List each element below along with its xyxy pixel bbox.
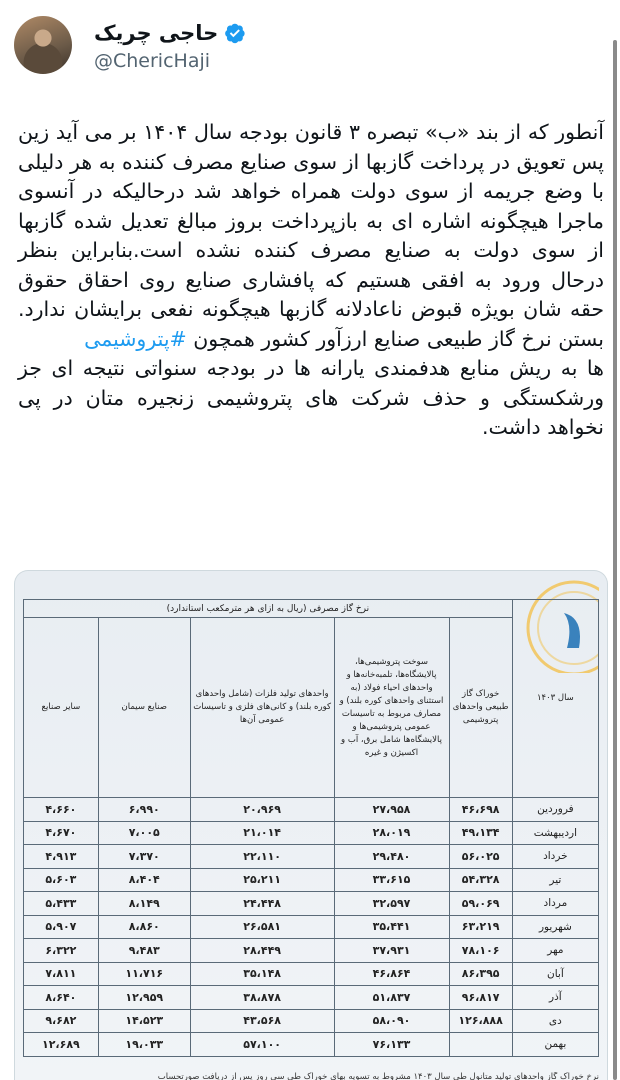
cell-month: آذر bbox=[512, 986, 598, 1010]
cell-month: تیر bbox=[512, 868, 598, 892]
header-cement: صنایع سیمان bbox=[98, 618, 190, 798]
cell-fuel: ۴۶،۸۶۴ bbox=[334, 962, 449, 986]
cell-cement: ۶،۹۹۰ bbox=[98, 798, 190, 822]
cell-month: آبان bbox=[512, 962, 598, 986]
cell-other: ۵،۹۰۷ bbox=[24, 915, 99, 939]
scrollbar[interactable] bbox=[613, 40, 617, 1080]
header-fuel: سوخت پتروشیمی‌ها، پالایشگاه‌ها، تلمبه‌خانه‌ها و واحدهای احیاء فولاد (به استثنای واحدهای کوره بلند) و مصارف مربوط به تاسیسات عمومی پتروشیمی‌ها و پالایشگاه‌ها شامل برق، آب و اکسیژن و غیره bbox=[334, 618, 449, 798]
cell-metals: ۳۸،۸۷۸ bbox=[190, 986, 334, 1010]
cell-cement: ۸،۱۴۹ bbox=[98, 892, 190, 916]
cell-feed: ۵۶،۰۲۵ bbox=[449, 845, 512, 869]
cell-fuel: ۳۵،۴۴۱ bbox=[334, 915, 449, 939]
display-name[interactable]: حاجی چریک bbox=[94, 21, 219, 45]
tweet-text-part-1: آنطور که از بند «ب» تبصره ۳ قانون بودجه سال ۱۴۰۴ بر می آید زین پس تعویق در پرداخت گازبها از سوی صنایع مصرف کننده به هر دلیلی با وضع جریمه از سوی دولت همراه خواهد شد درحالیکه در آنسوی ماجرا هیچگونه اشاره ای به بازپرداخت بروز مبالغ تعدیل شده گازبها از سوی دولت به صنایع مصرف کننده نشده است.بنابراین بنظر درحال ورود به افقی هستیم که پافشاری صنایع روی احقاق حقوق حقه شان بویژه قبوض ناعادلانه گازبها هیچگونه نفعی برایشان ندارد. بستن نرخ گاز طبیعی صنایع ارزآور کشور همچون bbox=[18, 120, 604, 351]
cell-metals: ۲۵،۲۱۱ bbox=[190, 868, 334, 892]
cell-fuel: ۷۶،۱۳۳ bbox=[334, 1033, 449, 1057]
user-handle[interactable]: @ChericHaji bbox=[94, 50, 211, 72]
cell-cement: ۱۴،۵۲۳ bbox=[98, 1009, 190, 1033]
cell-other: ۵،۴۳۳ bbox=[24, 892, 99, 916]
cell-cement: ۸،۴۰۴ bbox=[98, 868, 190, 892]
cell-month: دی bbox=[512, 1009, 598, 1033]
table-row bbox=[24, 892, 599, 916]
cell-metals: ۲۰،۹۶۹ bbox=[190, 798, 334, 822]
super-header: نرخ گاز مصرفی (ریال به ازای هر مترمکعب استاندارد) bbox=[24, 600, 513, 618]
cell-fuel: ۳۷،۹۳۱ bbox=[334, 939, 449, 963]
cell-metals: ۴۳،۵۶۸ bbox=[190, 1009, 334, 1033]
header-year: سال ۱۴۰۳ bbox=[512, 600, 598, 798]
cell-month: فروردین bbox=[512, 798, 598, 822]
table-footnote: نرخ خوراک گاز واحدهای تولید متانول طی سال ۱۴۰۳ مشروط به تسویه بهای خوراک طی سی روز پس از دریافت صورتحساب bbox=[157, 1072, 599, 1080]
cell-other: ۸،۶۴۰ bbox=[24, 986, 99, 1010]
cell-other: ۱۲،۶۸۹ bbox=[24, 1033, 99, 1057]
cell-feed: ۱۲۶،۸۸۸ bbox=[449, 1009, 512, 1033]
cell-metals: ۲۶،۵۸۱ bbox=[190, 915, 334, 939]
cell-other: ۵،۶۰۳ bbox=[24, 868, 99, 892]
table-row bbox=[24, 915, 599, 939]
cell-feed: ۶۳،۲۱۹ bbox=[449, 915, 512, 939]
cell-feed: ۷۸،۱۰۶ bbox=[449, 939, 512, 963]
cell-feed: ۴۹،۱۳۴ bbox=[449, 821, 512, 845]
table-row bbox=[24, 845, 599, 869]
cell-cement: ۸،۸۶۰ bbox=[98, 915, 190, 939]
cell-other: ۴،۶۷۰ bbox=[24, 821, 99, 845]
cell-cement: ۱۹،۰۳۳ bbox=[98, 1033, 190, 1057]
cell-other: ۴،۶۶۰ bbox=[24, 798, 99, 822]
cell-fuel: ۲۷،۹۵۸ bbox=[334, 798, 449, 822]
cell-fuel: ۵۱،۸۳۷ bbox=[334, 986, 449, 1010]
cell-cement: ۹،۴۸۳ bbox=[98, 939, 190, 963]
header-metals: واحدهای تولید فلزات (شامل واحدهای کوره بلند) و کانی‌های فلزی و تاسیسات عمومی آن‌ها bbox=[190, 618, 334, 798]
cell-month: بهمن bbox=[512, 1033, 598, 1057]
cell-fuel: ۲۹،۴۸۰ bbox=[334, 845, 449, 869]
cell-month: مرداد bbox=[512, 892, 598, 916]
cell-other: ۷،۸۱۱ bbox=[24, 962, 99, 986]
cell-metals: ۳۵،۱۴۸ bbox=[190, 962, 334, 986]
header-other: سایر صنایع bbox=[24, 618, 99, 798]
name-row bbox=[94, 18, 246, 48]
cell-cement: ۷،۳۷۰ bbox=[98, 845, 190, 869]
cell-metals: ۲۱،۰۱۴ bbox=[190, 821, 334, 845]
table-row bbox=[24, 821, 599, 845]
table-row bbox=[24, 962, 599, 986]
header-feed: خوراک گاز طبیعی واحدهای پتروشیمی bbox=[449, 618, 512, 798]
verified-badge-icon bbox=[224, 22, 246, 44]
cell-fuel: ۵۸،۰۹۰ bbox=[334, 1009, 449, 1033]
tweet-header bbox=[0, 14, 620, 78]
cell-metals: ۵۷،۱۰۰ bbox=[190, 1033, 334, 1057]
cell-fuel: ۳۲،۵۹۷ bbox=[334, 892, 449, 916]
tweet-text bbox=[18, 118, 604, 443]
table-row bbox=[24, 1009, 599, 1033]
cell-other: ۶،۳۲۲ bbox=[24, 939, 99, 963]
table-row bbox=[24, 939, 599, 963]
table-row bbox=[24, 798, 599, 822]
cell-cement: ۷،۰۰۵ bbox=[98, 821, 190, 845]
table-row bbox=[24, 868, 599, 892]
table-row bbox=[24, 986, 599, 1010]
cell-cement: ۱۲،۹۵۹ bbox=[98, 986, 190, 1010]
cell-feed: ۹۶،۸۱۷ bbox=[449, 986, 512, 1010]
cell-metals: ۲۸،۴۴۹ bbox=[190, 939, 334, 963]
cell-metals: ۲۲،۱۱۰ bbox=[190, 845, 334, 869]
cell-month: اردیبهشت bbox=[512, 821, 598, 845]
gas-rate-table bbox=[23, 599, 599, 1057]
cell-feed: ۵۴،۳۲۸ bbox=[449, 868, 512, 892]
cell-feed: ۸۶،۳۹۵ bbox=[449, 962, 512, 986]
cell-month: مهر bbox=[512, 939, 598, 963]
cell-other: ۹،۶۸۲ bbox=[24, 1009, 99, 1033]
tweet-image[interactable] bbox=[14, 570, 608, 1080]
cell-feed: ۵۹،۰۶۹ bbox=[449, 892, 512, 916]
cell-cement: ۱۱،۷۱۶ bbox=[98, 962, 190, 986]
avatar[interactable] bbox=[14, 16, 72, 74]
hashtag-link[interactable]: #پتروشیمی bbox=[84, 326, 187, 351]
cell-month: شهریور bbox=[512, 915, 598, 939]
cell-feed bbox=[449, 1033, 512, 1057]
tweet-text-part-2: ها به ریش منابع هدفمندی یارانه ها در بودجه سنواتی نتیجه ای جز ورشکستگی و حذف شرکت های پتروشیمی زنجیره متان در پی نخواهد داشت. bbox=[18, 356, 604, 439]
cell-fuel: ۳۳،۶۱۵ bbox=[334, 868, 449, 892]
cell-fuel: ۲۸،۰۱۹ bbox=[334, 821, 449, 845]
cell-metals: ۲۴،۴۴۸ bbox=[190, 892, 334, 916]
cell-feed: ۴۶،۶۹۸ bbox=[449, 798, 512, 822]
gas-rate-table-wrap bbox=[23, 599, 599, 1080]
cell-other: ۴،۹۱۳ bbox=[24, 845, 99, 869]
table-row bbox=[24, 1033, 599, 1057]
cell-month: خرداد bbox=[512, 845, 598, 869]
